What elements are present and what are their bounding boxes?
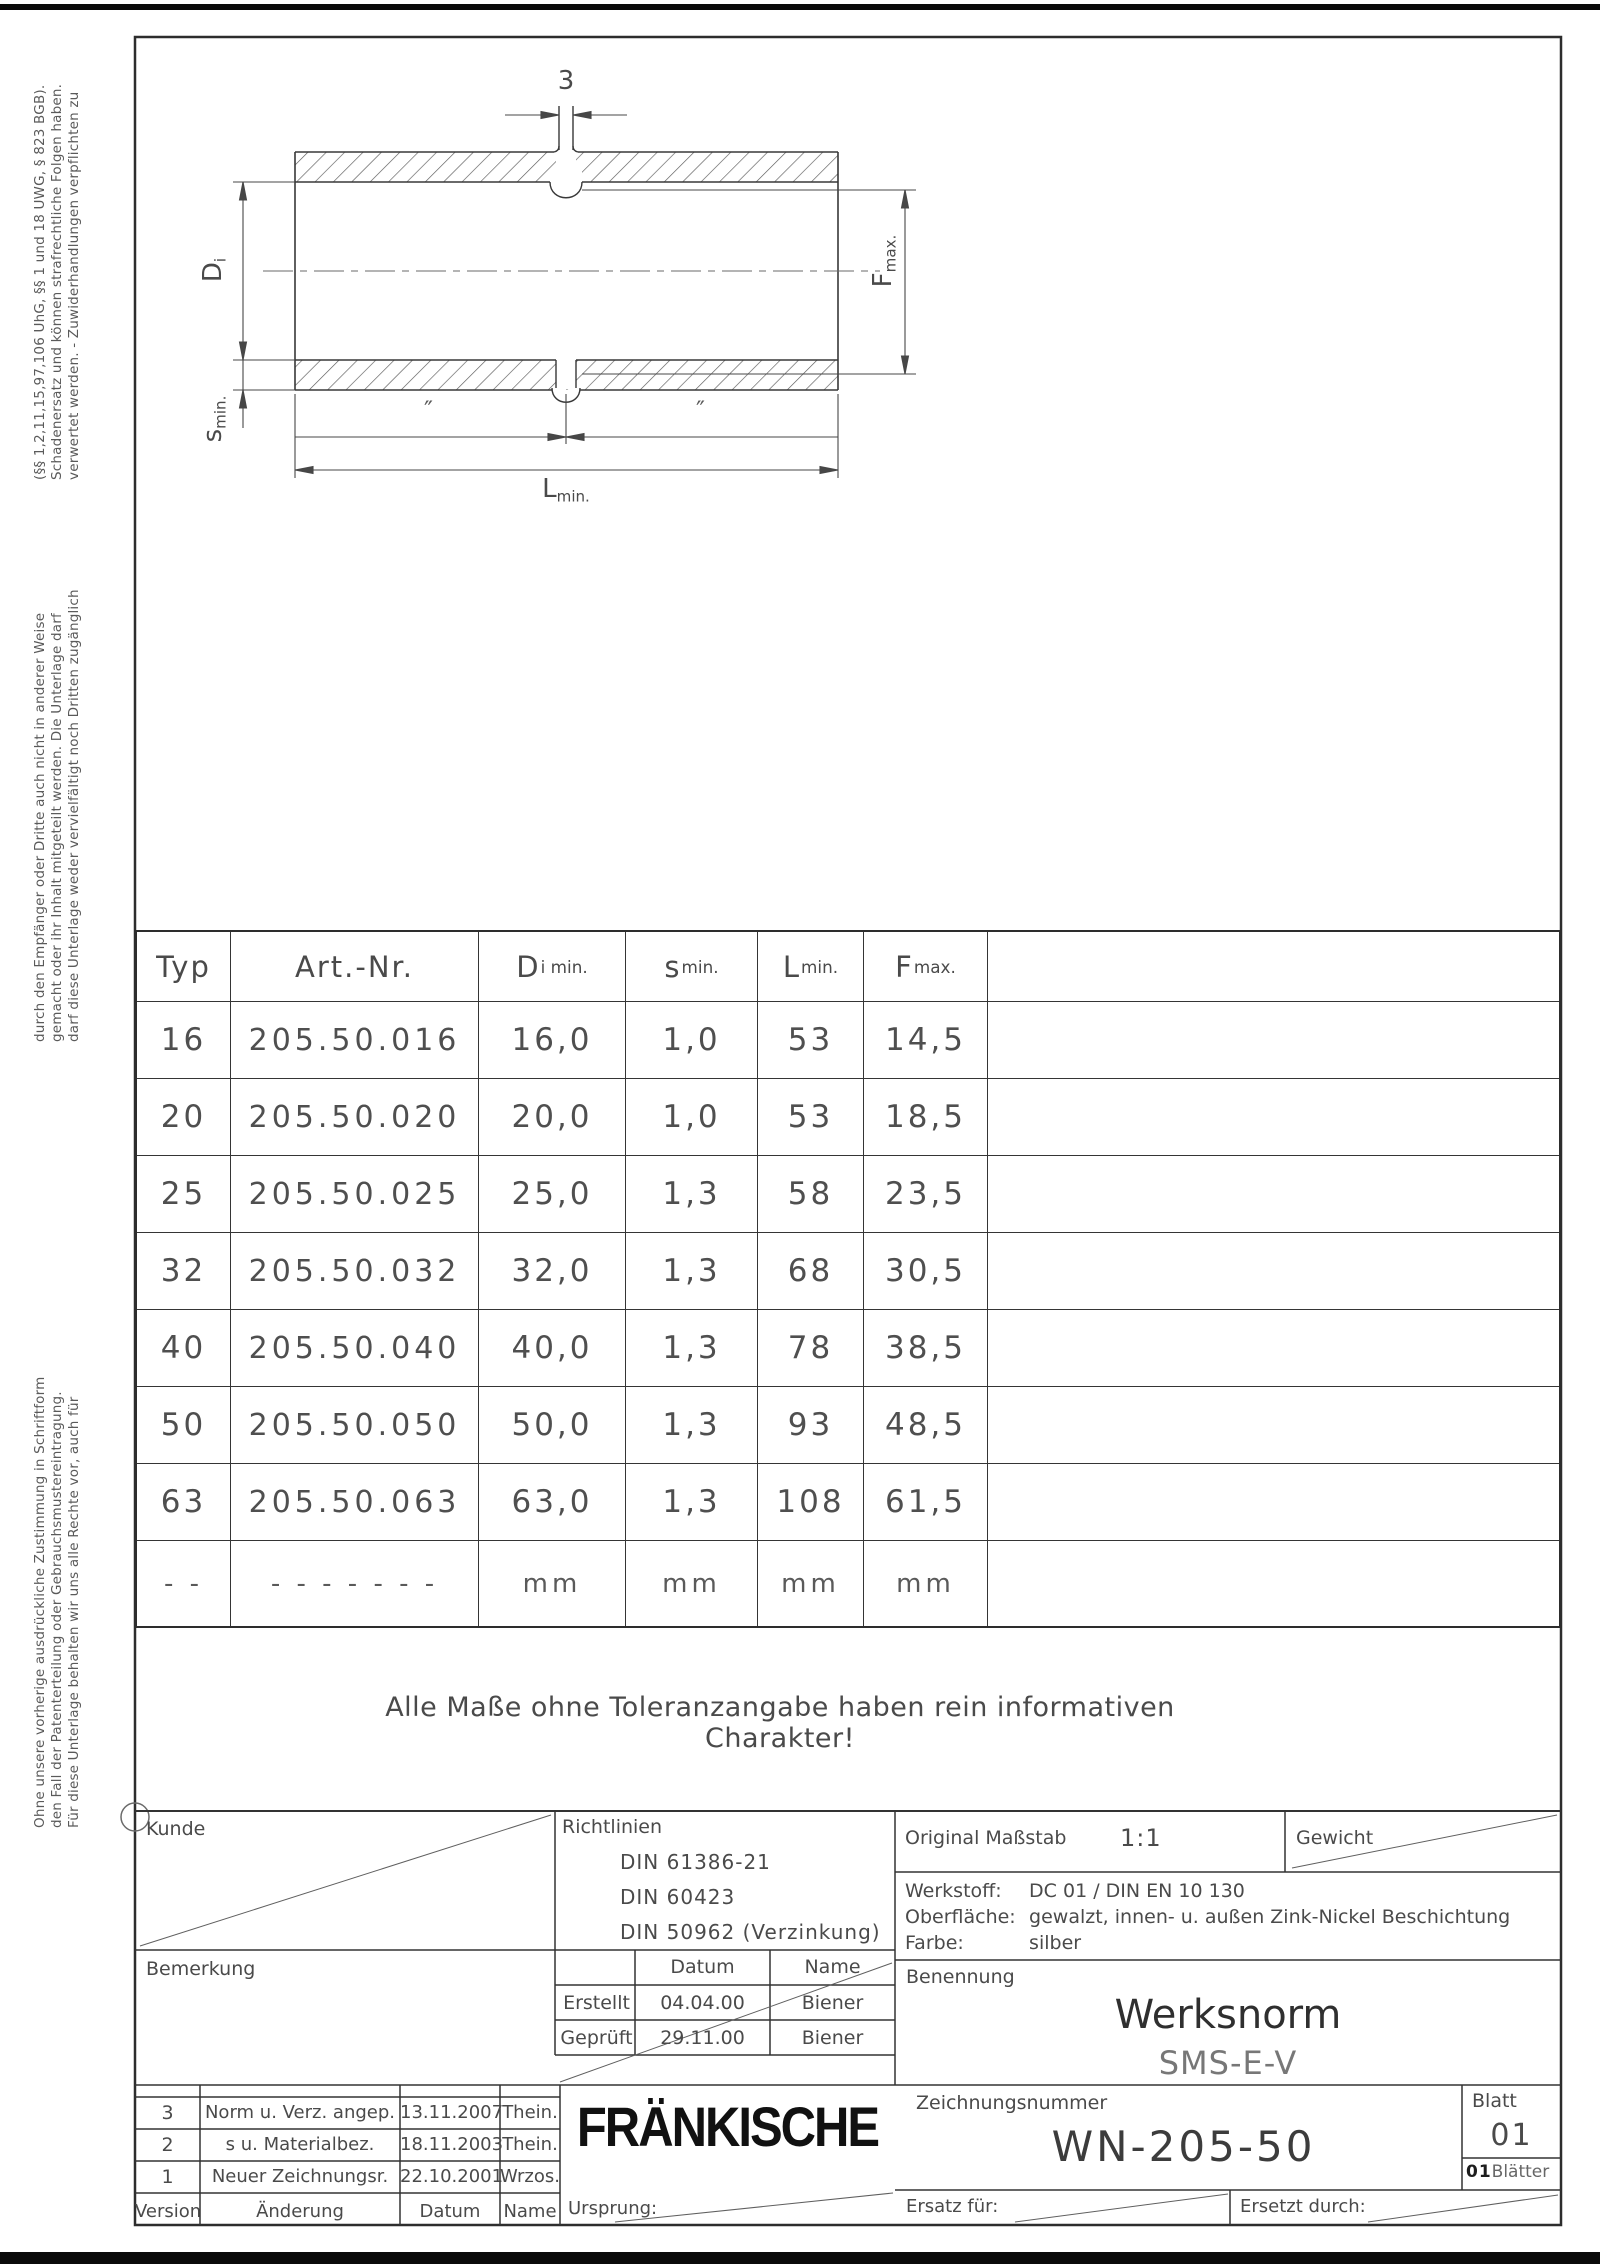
cell-artnr: 205.50.040 xyxy=(231,1310,479,1387)
cell-empty xyxy=(988,1464,1559,1541)
document-subtitle: SMS-E-V xyxy=(1158,2044,1298,2082)
cell-typ: 50 xyxy=(137,1387,231,1464)
revision-date: 13.11.2007 xyxy=(400,2102,504,2123)
cell-fmax: 14,5 xyxy=(864,1002,988,1079)
dim-label-lmin: $L_{min.}$ xyxy=(542,474,590,506)
aenderung-footer-label: Änderung xyxy=(256,2201,344,2222)
material-line xyxy=(905,1930,1510,1956)
scan-edge-top xyxy=(0,4,1600,10)
legal-note-line: Für diese Unterlage behalten wir uns alle Rechte vor, auch für xyxy=(66,1396,82,1828)
dim-label-fmax: $F_{max.}$ xyxy=(868,234,900,288)
units-cell: mm xyxy=(758,1541,864,1626)
name-header: Name xyxy=(804,1956,861,1978)
massstab-label: Original Maßstab xyxy=(905,1827,1067,1849)
legal-note-bottom xyxy=(32,1376,83,1828)
cell-typ: 32 xyxy=(137,1233,231,1310)
cell-typ: 16 xyxy=(137,1002,231,1079)
cell-smin: 1,3 xyxy=(626,1310,758,1387)
cell-di: 32,0 xyxy=(479,1233,626,1310)
revision-name: Thein. xyxy=(502,2102,558,2123)
legal-note-top xyxy=(32,83,83,480)
approval-date: 29.11.00 xyxy=(660,2027,745,2049)
cell-smin: 1,0 xyxy=(626,1079,758,1156)
cell-lmin: 78 xyxy=(758,1310,864,1387)
revision-change: s u. Materialbez. xyxy=(225,2134,375,2155)
legal-note-line: darf diese Unterlage weder vervielfältigt noch Dritten zugänglich xyxy=(66,589,82,1042)
ersetzt-durch-label: Ersetzt durch: xyxy=(1240,2196,1366,2217)
legal-note-line: Ohne unsere vorherige ausdrückliche Zustimmung in Schriftform xyxy=(32,1376,48,1828)
approval-name: Biener xyxy=(801,1992,864,2014)
cell-artnr: 205.50.025 xyxy=(231,1156,479,1233)
benennung-label: Benennung xyxy=(906,1966,1015,1988)
approval-name: Biener xyxy=(801,2027,864,2049)
legal-note-line: verwertet werden. - Zuwiderhandlungen verpflichten zu xyxy=(66,91,82,480)
material-value: DC 01 / DIN EN 10 130 xyxy=(1029,1880,1245,1902)
cell-empty xyxy=(988,1387,1559,1464)
units-cell: mm xyxy=(864,1541,988,1626)
revision-name: Thein. xyxy=(502,2134,558,2155)
tube-section xyxy=(295,106,838,402)
material-line xyxy=(905,1904,1510,1930)
cell-fmax: 61,5 xyxy=(864,1464,988,1541)
material-line xyxy=(905,1878,1510,1904)
dim-label-bead-width: 3 xyxy=(557,66,575,96)
cell-smin: 1,0 xyxy=(626,1002,758,1079)
dim-label-smin: $s_{min.}$ xyxy=(198,395,230,443)
datum-header: Datum xyxy=(670,1956,735,1978)
kunde-label: Kunde xyxy=(146,1818,206,1840)
richtlinie-item: DIN 60423 xyxy=(620,1885,736,1909)
cell-lmin: 53 xyxy=(758,1002,864,1079)
ersatz-fuer-label: Ersatz für: xyxy=(906,2196,999,2217)
cell-artnr: 205.50.016 xyxy=(231,1002,479,1079)
cell-typ: 40 xyxy=(137,1310,231,1387)
revision-date: 18.11.2003 xyxy=(400,2134,504,2155)
revision-version: 1 xyxy=(161,2166,174,2188)
legal-note-middle xyxy=(32,590,83,1042)
dim-label-di: $D_i$ xyxy=(198,257,230,283)
revision-version: 3 xyxy=(161,2102,174,2124)
col-header-artnr: Art.-Nr. xyxy=(231,932,479,1002)
cell-di: 20,0 xyxy=(479,1079,626,1156)
fraenkische-logo: FRÄNKISCHE xyxy=(576,2097,879,2159)
ditto-mark-right: ″ xyxy=(696,396,705,424)
cell-artnr: 205.50.063 xyxy=(231,1464,479,1541)
cell-artnr: 205.50.020 xyxy=(231,1079,479,1156)
dimension-table xyxy=(135,930,1561,1628)
units-cell: - - xyxy=(137,1541,231,1626)
approval-label: Erstellt xyxy=(563,1992,630,2014)
cell-di: 16,0 xyxy=(479,1002,626,1079)
legal-note-line: Schadenersatz und können strafrechtliche Folgen haben. xyxy=(49,83,65,480)
cell-lmin: 68 xyxy=(758,1233,864,1310)
units-cell: - - - - - - - xyxy=(231,1541,479,1626)
richtlinie-item: DIN 61386-21 xyxy=(620,1850,771,1874)
legal-note-line: durch den Empfänger oder Dritte auch nicht in anderer Weise xyxy=(32,612,48,1042)
bemerkung-label: Bemerkung xyxy=(146,1958,256,1980)
col-header-fmax: F max. xyxy=(864,932,988,1002)
legal-note-line: den Fall der Patenterteilung oder Gebrauchsmustereintragung. xyxy=(49,1391,65,1828)
cell-di: 50,0 xyxy=(479,1387,626,1464)
col-header-smin: s min. xyxy=(626,932,758,1002)
ditto-mark-left: ″ xyxy=(424,396,433,424)
cell-lmin: 108 xyxy=(758,1464,864,1541)
cell-fmax: 38,5 xyxy=(864,1310,988,1387)
blatt-value: 01 xyxy=(1490,2118,1533,2153)
zeichnungsnummer-label: Zeichnungsnummer xyxy=(916,2092,1108,2114)
cell-smin: 1,3 xyxy=(626,1156,758,1233)
approval-label: Geprüft xyxy=(560,2027,633,2049)
units-cell: mm xyxy=(479,1541,626,1626)
cell-artnr: 205.50.032 xyxy=(231,1233,479,1310)
massstab-value: 1:1 xyxy=(1120,1824,1162,1852)
scan-edge-bottom xyxy=(0,2252,1600,2264)
cell-typ: 25 xyxy=(137,1156,231,1233)
revision-change: Neuer Zeichnungsr. xyxy=(211,2166,389,2187)
cell-di: 25,0 xyxy=(479,1156,626,1233)
cell-fmax: 48,5 xyxy=(864,1387,988,1464)
material-label: Oberfläche: xyxy=(905,1906,1016,1928)
version-footer-label: Version xyxy=(135,2201,202,2222)
col-header-di: D i min. xyxy=(479,932,626,1002)
cell-empty xyxy=(988,1156,1559,1233)
gewicht-label: Gewicht xyxy=(1296,1827,1374,1849)
cell-typ: 20 xyxy=(137,1079,231,1156)
bemerkung-diagonal xyxy=(560,1963,892,2082)
cell-lmin: 93 xyxy=(758,1387,864,1464)
cell-fmax: 23,5 xyxy=(864,1156,988,1233)
cell-di: 40,0 xyxy=(479,1310,626,1387)
material-block xyxy=(905,1878,1510,1956)
cell-smin: 1,3 xyxy=(626,1233,758,1310)
units-cell xyxy=(988,1541,1559,1626)
col-header-empty xyxy=(988,932,1559,1002)
ersatz-diagonal xyxy=(1015,2194,1228,2222)
cell-fmax: 18,5 xyxy=(864,1079,988,1156)
cell-empty xyxy=(988,1079,1559,1156)
datum-footer-label: Datum xyxy=(419,2201,481,2222)
approval-date: 04.04.00 xyxy=(660,1992,745,2014)
col-header-lmin: L min. xyxy=(758,932,864,1002)
cell-smin: 1,3 xyxy=(626,1387,758,1464)
legal-note-line: (§§ 1,2,11,15,97,106 UhG, §§ 1 und 18 UWG, § 823 BGB). xyxy=(32,84,48,480)
material-value: silber xyxy=(1029,1932,1082,1954)
cell-smin: 1,3 xyxy=(626,1464,758,1541)
revision-date: 22.10.2001 xyxy=(400,2166,504,2187)
col-header-typ: Typ xyxy=(137,932,231,1002)
cell-empty xyxy=(988,1002,1559,1079)
name-footer-label: Name xyxy=(503,2201,557,2222)
cell-typ: 63 xyxy=(137,1464,231,1541)
tolerance-note: Alle Maße ohne Toleranzangabe haben rein informativen Charakter! xyxy=(385,1692,1175,1754)
material-label: Werkstoff: xyxy=(905,1880,1002,1902)
legal-note-line: gemacht oder ihr Inhalt mitgeteilt werden. Die Unterlage darf xyxy=(49,613,65,1042)
blatt-label: Blatt xyxy=(1472,2090,1517,2112)
blaetter-count: 01Blätter xyxy=(1466,2162,1550,2182)
cell-empty xyxy=(988,1233,1559,1310)
revision-version: 2 xyxy=(161,2134,174,2156)
revision-name: Wrzos. xyxy=(500,2166,560,2187)
document-title: Werksnorm xyxy=(1114,1992,1342,2038)
material-label: Farbe: xyxy=(905,1932,964,1954)
cell-empty xyxy=(988,1310,1559,1387)
cell-lmin: 53 xyxy=(758,1079,864,1156)
richtlinien-label: Richtlinien xyxy=(562,1816,663,1838)
cell-artnr: 205.50.050 xyxy=(231,1387,479,1464)
ursprung-label: Ursprung: xyxy=(568,2198,658,2219)
material-value: gewalzt, innen- u. außen Zink-Nickel Beschichtung xyxy=(1029,1906,1511,1928)
cell-fmax: 30,5 xyxy=(864,1233,988,1310)
richtlinie-item: DIN 50962 (Verzinkung) xyxy=(620,1920,881,1944)
revision-change: Norm u. Verz. angep. xyxy=(204,2102,396,2123)
cell-di: 63,0 xyxy=(479,1464,626,1541)
richtlinien-list xyxy=(620,1845,881,1950)
drawing-number: WN-205-50 xyxy=(1051,2122,1316,2171)
units-cell: mm xyxy=(626,1541,758,1626)
ersetzt-diagonal xyxy=(1368,2195,1558,2222)
cell-lmin: 58 xyxy=(758,1156,864,1233)
